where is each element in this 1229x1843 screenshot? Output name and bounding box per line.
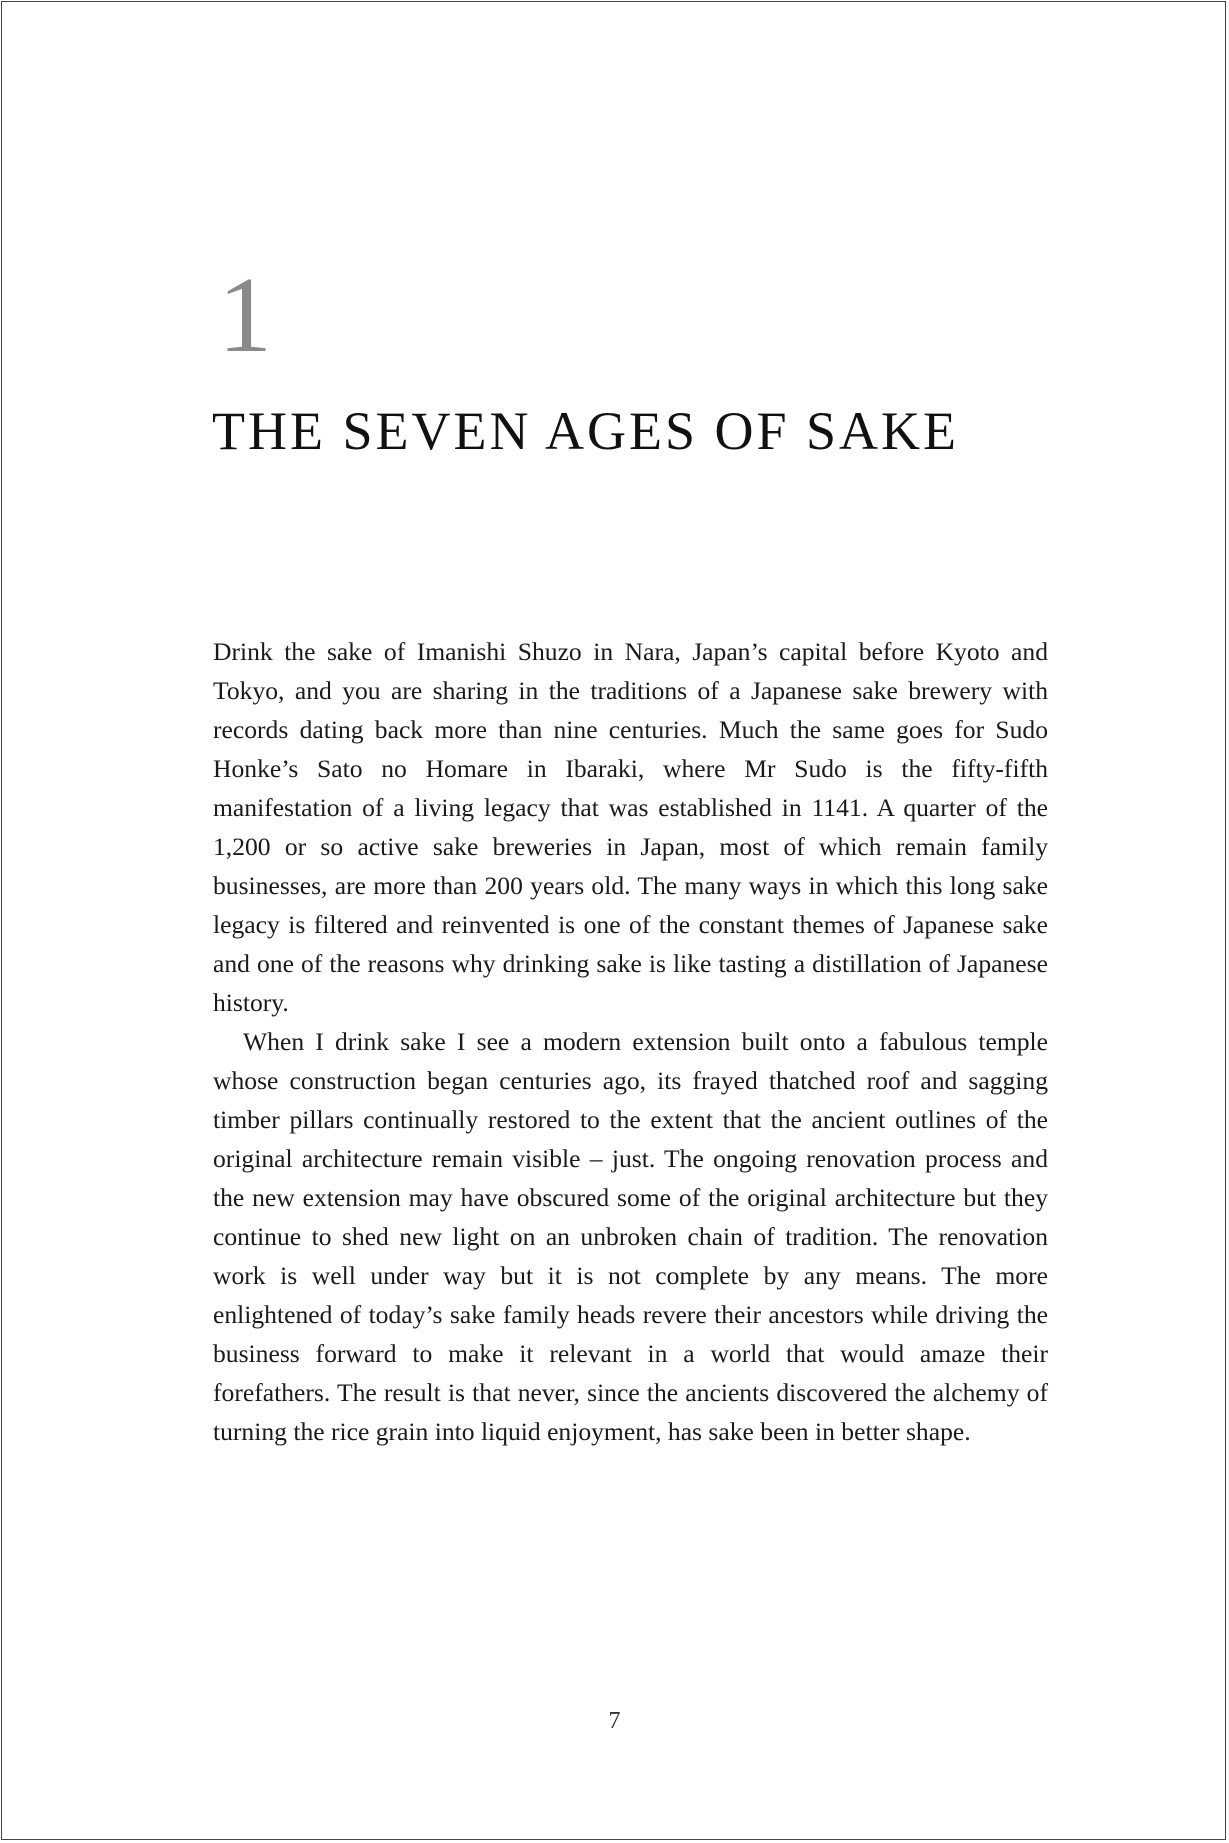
paragraph-2: When I drink sake I see a modern extension built onto a fabulous temple whose construction began centuries ago, its frayed thatched roof and sagging timber pillars continually restored to the extent that the ancient outlines of the original architecture remain visible – just. The ongoing renovation process and the new extension may have obscured some of the original architecture but they continue to shed new light on an unbroken chain of tradition. The renovation work is well under way but it is not complete by any means. The more enlightened of today’s sake family heads revere their ancestors while driving the business forward to make it relevant in a world that would amaze their forefathers. The result is that never, since the ancients discovered the alchemy of turning the rice grain into liquid enjoyment, has sake been in better shape. [213, 1027, 1048, 1446]
paragraph-1: Drink the sake of Imanishi Shuzo in Nara, Japan’s capital before Kyoto and Tokyo, and you are sharing in the traditions of a Japanese sake brewery with records dating back more than nine centuries. Much the same goes for Sudo Honke’s Sato no Homare in Ibaraki, where Mr Sudo is the fifty-fifth manifestation of a living legacy that was established in 1141. A quarter of the 1,200 or so active sake breweries in Japan, most of which remain family businesses, are more than 200 years old. The many ways in which this long sake legacy is filtered and reinvented is one of the constant themes of Japanese sake and one of the reasons why drinking sake is like tasting a distillation of Japanese history. [213, 637, 1048, 1017]
chapter-title: THE SEVEN AGES OF SAKE [212, 401, 960, 461]
chapter-number: 1 [218, 256, 272, 375]
page-number: 7 [608, 1708, 621, 1734]
body-text [213, 632, 1048, 1451]
